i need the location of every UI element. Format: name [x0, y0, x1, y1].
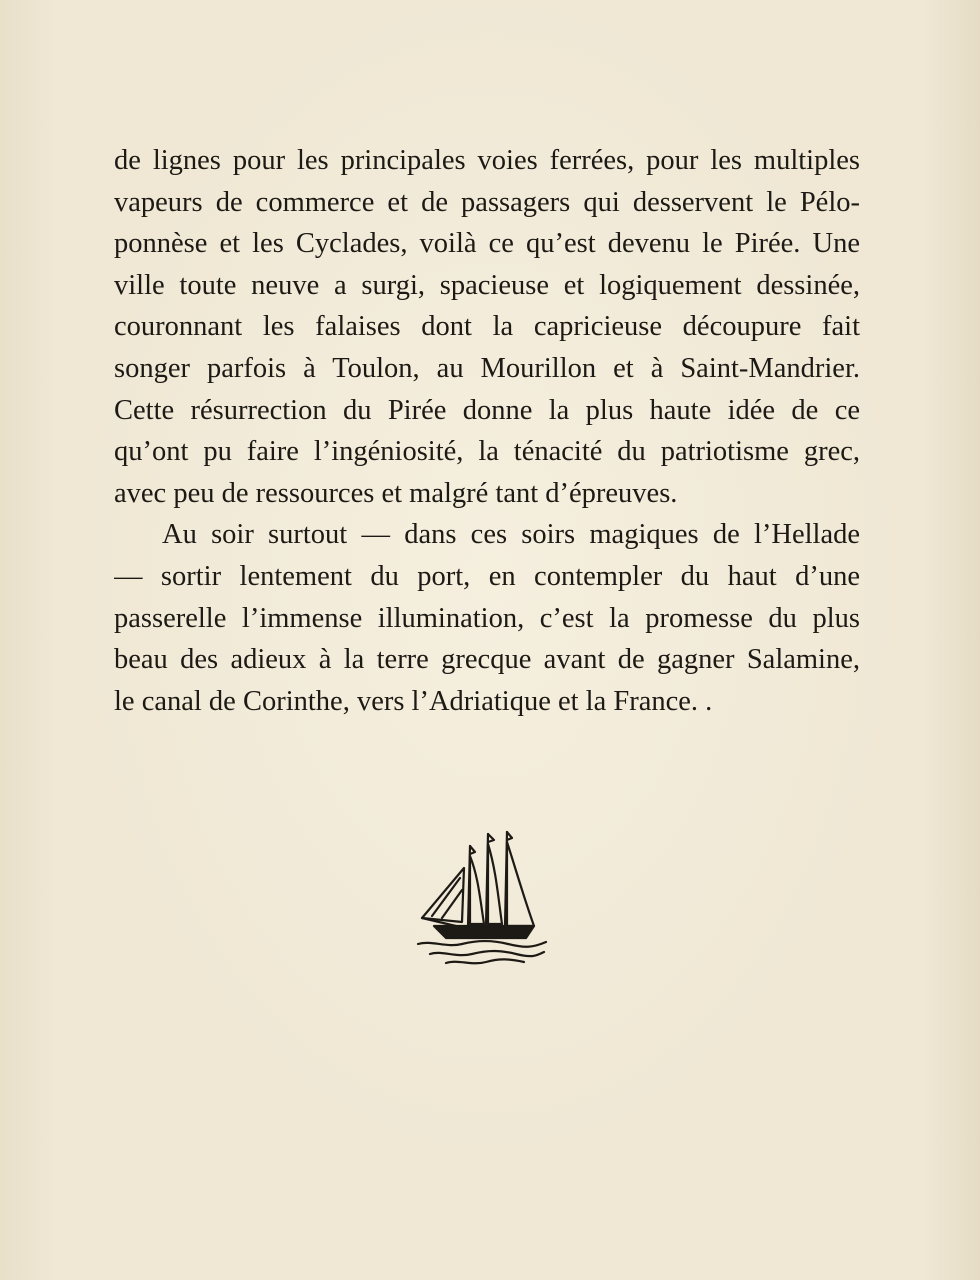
- text-line: de lignes pour les principales voies ferrées, pour les multiples: [114, 145, 860, 176]
- body-text: [114, 140, 860, 722]
- text-line: songer parfois à Toulon, au Mourillon et à Saint-Mandrier.: [114, 352, 860, 384]
- text-line: couronnant les falaises dont la capricieuse découpure fait: [114, 311, 860, 343]
- text-line: — sortir lentement du port, en contempler du haut d’une: [114, 560, 860, 592]
- text-line: vapeurs de commerce et de passagers qui desservent le Pélo-: [114, 186, 860, 218]
- text-line: beau des adieux à la terre grecque avant de gagner Salamine,: [114, 644, 860, 676]
- text-line: avec peu de ressources et malgré tant d’épreuves.: [114, 477, 678, 509]
- sailing-ship-icon: [412, 826, 552, 968]
- text-line: le canal de Corinthe, vers l’Adriatique et la France. .: [114, 685, 713, 717]
- text-line: Au soir surtout — dans ces soirs magiques de l’Hellade: [162, 519, 860, 551]
- text-line: passerelle l’immense illumination, c’est la promesse du plus: [114, 602, 860, 634]
- text-line: qu’ont pu faire l’ingéniosité, la ténacité du patriotisme grec,: [114, 436, 860, 468]
- text-line: Cette résurrection du Pirée donne la plus haute idée de ce: [114, 394, 860, 426]
- text-line: ville toute neuve a surgi, spacieuse et logiquement dessinée,: [114, 269, 860, 301]
- text-line: ponnèse et les Cyclades, voilà ce qu’est devenu le Pirée. Une: [114, 228, 860, 260]
